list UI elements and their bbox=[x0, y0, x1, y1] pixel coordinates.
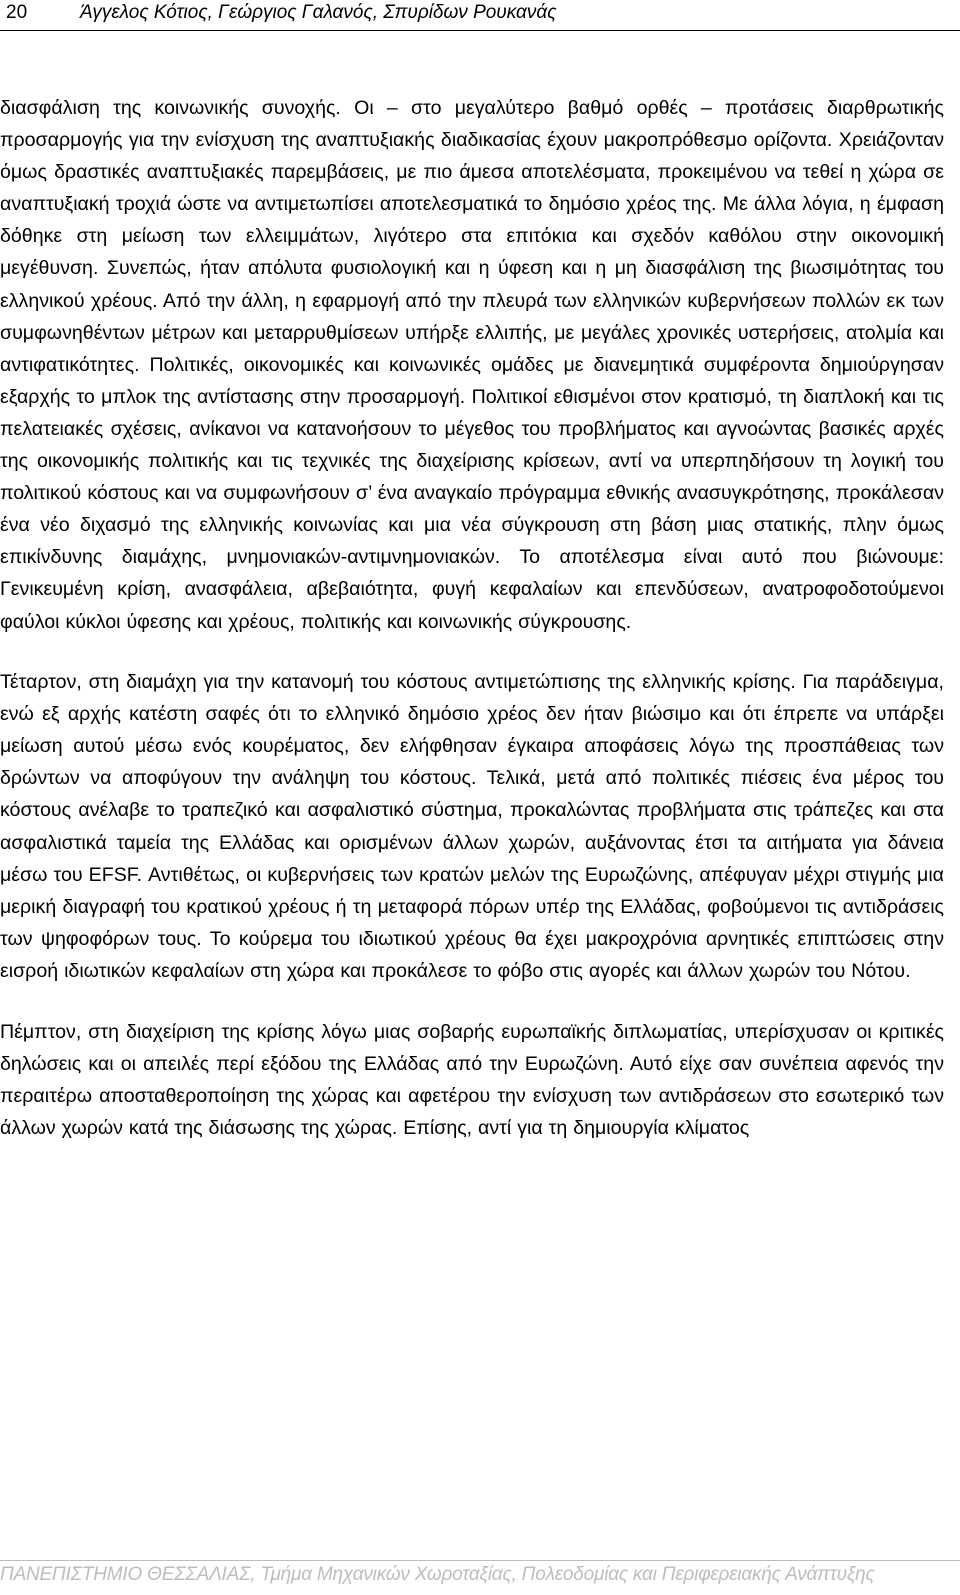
footer-text: ΠΑΝΕΠΙΣΤΗΜΙΟ ΘΕΣΣΑΛΙΑΣ, Τμήμα Μηχανικών Χωροταξίας, Πολεοδομίας και Περιφερειακής Ανάπτυξης bbox=[0, 1564, 875, 1585]
body-text bbox=[0, 92, 944, 1144]
page-footer bbox=[0, 1560, 960, 1595]
paragraph: Πέμπτον, στη διαχείριση της κρίσης λόγω μιας σοβαρής ευρωπαϊκής διπλωματίας, υπερίσχυσαν οι κριτικές δηλώσεις και οι απειλές περί εξόδου της Ελλάδας από την Ευρωζώνη. Αυτό είχε σαν συνέπεια αφενός την περαιτέρω αποσταθεροποίηση της χώρας και αφετέρου την ενίσχυση των αντιδράσεων στο εσωτερικό των άλλων χωρών κατά της διάσωσης της χώρας. Επίσης, αντί για τη δημιουργία κλίματος bbox=[0, 1020, 944, 1139]
running-title: Άγγελος Κότιος, Γεώργιος Γαλανός, Σπυρίδων Ρουκανάς bbox=[80, 2, 557, 23]
page-number: 20 bbox=[6, 2, 28, 23]
footer-rule bbox=[0, 1560, 960, 1561]
paragraph: διασφάλιση της κοινωνικής συνοχής. Οι – στο μεγαλύτερο βαθμό ορθές – προτάσεις διαρθρωτικής προσαρμογής για την ενίσχυση της αναπτυξιακής διαδικασίας έχουν μακροπρόθεσμο ορίζοντα. Χρειάζονταν όμως δραστικές αναπτυξιακές παρεμβάσεις, με πιο άμεσα αποτελέσματα, προκειμένου να τεθεί η χώρα σε αναπτυξιακή τροχιά ώστε να αντιμετωπίσει αποτελεσματικά το δημόσιο χρέος της. Με άλλα λόγια, η έμφαση δόθηκε στη μείωση των ελλειμμάτων, λιγότερο στα επιτόκια και σχεδόν καθόλου στην οικονομική μεγέθυνση. Συνεπώς, ήταν απόλυτα φυσιολογική και η ύφεση και η μη διασφάλιση της βιωσιμότητας του ελληνικού χρέους. Από την άλλη, η εφαρμογή από την πλευρά των ελληνικών κυβερνήσεων πολλών εκ των συμφωνηθέντων μέτρων και μεταρρυθμίσεων υπήρξε ελλιπής, με μεγάλες χρονικές υστερήσεις, ατολμία και αντιφατικότητες. Πολιτικές, οικονομικές και κοινωνικές ομάδες με διανεμητικά συμφέροντα δημιούργησαν εξαρχής το μπλοκ της αντίστασης στην προσαρμογή. Πολιτικοί εθισμένοι στον κρατισμό, τη διαπλοκή και τις πελατειακές σχέσεις, ανίκανοι να κατανοήσουν το μέγεθος του προβλήματος και αγνοώντας βασικές αρχές της οικονομικής πολιτικής και τις τεχνικές της διαχείρισης κρίσεων, αντί να υπερπηδήσουν τη λογική του πολιτικού κόστους και να συμφωνήσουν σ’ ένα αναγκαίο πρόγραμμα εθνικής ανασυγκρότησης, προκάλεσαν ένα νέο διχασμό της ελληνικής κοινωνίας και μια νέα σύγκρουση στη βάση μιας στατικής, πλην όμως επικίνδυνης διαμάχης, μνημονιακών-αντιμνημονιακών. Το αποτέλεσμα είναι αυτό που βιώνουμε: Γενικευμένη κρίση, ανασφάλεια, αβεβαιότητα, φυγή κεφαλαίων και επενδύσεων, ανατροφοδοτούμενοι φαύλοι κύκλοι ύφεσης και χρέους, πολιτικής και κοινωνικής σύγκρουσης. bbox=[0, 97, 944, 633]
header-rule bbox=[0, 30, 960, 31]
paragraph: Τέταρτον, στη διαμάχη για την κατανομή του κόστους αντιμετώπισης της ελληνικής κρίσης. Για παράδειγμα, ενώ εξ αρχής κατέστη σαφές ότι το ελληνικό δημόσιο χρέος δεν ήταν βιώσιμο και ότι έπρεπε να υπάρξει μείωση αυτού μέσω ενός κουρέματος, δεν ελήφθησαν έγκαιρα αποφάσεις λόγω της προσπάθειας των δρώντων να αποφύγουν την ανάληψη του κόστους. Τελικά, μετά από πολιτικές πιέσεις ένα μέρος του κόστους ανέλαβε το τραπεζικό και ασφαλιστικό σύστημα, προκαλώντας προβλήματα στις τράπεζες και στα ασφαλιστικά ταμεία της Ελλάδας και ορισμένων άλλων χωρών, αυξάνοντας έτσι τα αιτήματα για δάνεια μέσω του EFSF. Αντιθέτως, οι κυβερνήσεις των κρατών μελών της Ευρωζώνης, απέφυγαν μέχρι στιγμής μια μερική διαγραφή του κρατικού χρέους ή τη μεταφορά πόρων υπέρ της Ελλάδας, φοβούμενοι τις αντιδράσεις των ψηφοφόρων τους. Το κούρεμα του ιδιωτικού χρέους θα έχει μακροχρόνια αρνητικές επιπτώσεις στην εισροή ιδιωτικών κεφαλαίων στη χώρα και προκάλεσε το φόβο στις αγορές και άλλων χωρών του Νότου. bbox=[0, 671, 944, 982]
page-header bbox=[0, 0, 960, 30]
